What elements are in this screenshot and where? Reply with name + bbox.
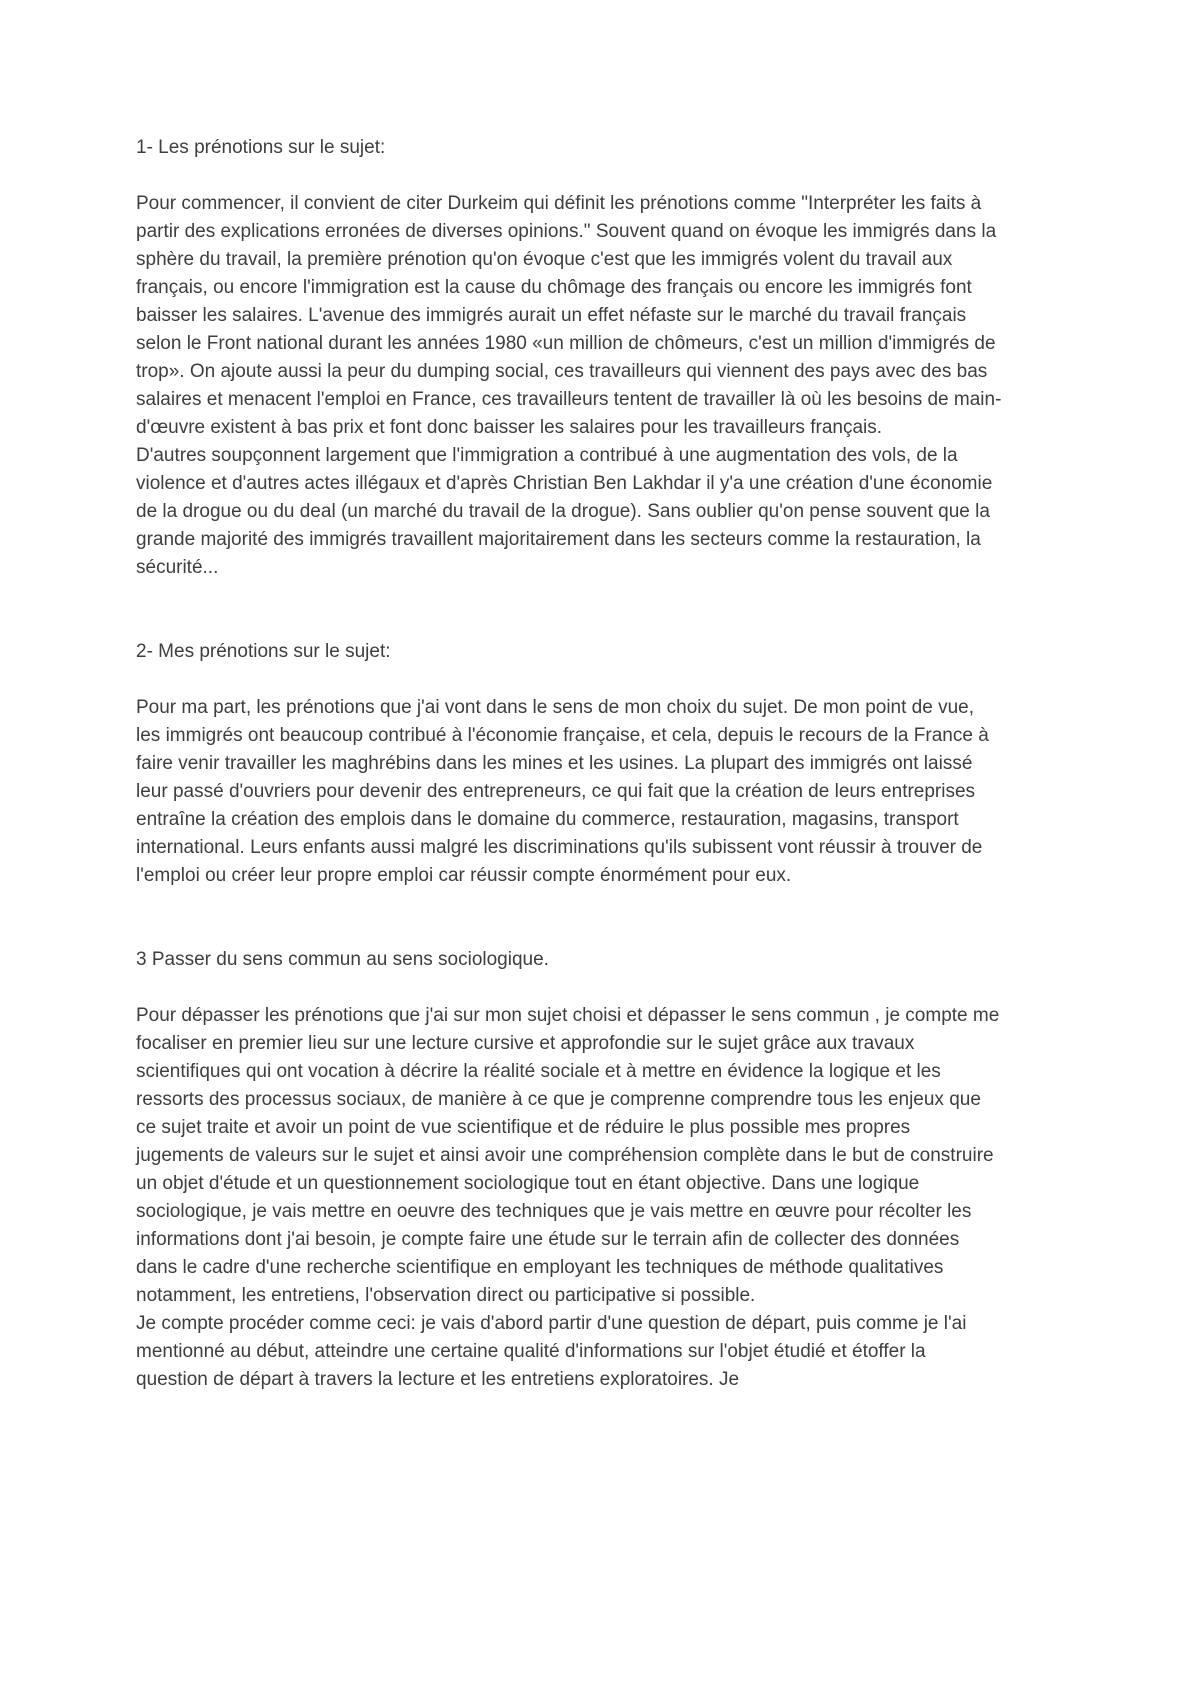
paragraph: Je compte procéder comme ceci: je vais d'abord partir d'une question de départ, puis comme je l'ai mentionné au début, atteindre une certaine qualité d'informations sur l'objet étudié et étoffer la question de départ à travers la lecture et les entretiens exploratoires. Je bbox=[136, 1313, 967, 1390]
section-2-mes-prenotions bbox=[136, 638, 1002, 890]
section-3-heading: 3 Passer du sens commun au sens sociologique. bbox=[136, 949, 549, 970]
paragraph: D'autres soupçonnent largement que l'immigration a contribué à une augmentation des vols, de la violence et d'autres actes illégaux et d'après Christian Ben Lakhdar il y'a une création d'une économie de la drogue ou du deal (un marché du travail de la drogue). Sans oublier qu'on pense souvent que la grande majorité des immigrés travaillent majoritairement dans les secteurs comme la restauration, la sécurité... bbox=[136, 445, 993, 578]
paragraph: Pour ma part, les prénotions que j'ai vont dans le sens de mon choix du sujet. De mon point de vue, les immigrés ont beaucoup contribué à l'économie française, et cela, depuis le recours de la France à faire venir travailler les maghrébins dans les mines et les usines. La plupart des immigrés ont laissé leur passé d'ouvriers pour devenir des entrepreneurs, ce qui fait que la création de leurs entreprises entraîne la création des emplois dans le domaine du commerce, restauration, magasins, transport international. Leurs enfants aussi malgré les discriminations qu'ils subissent vont réussir à trouver de l'emploi ou créer leur propre emploi car réussir compte énormément pour eux. bbox=[136, 697, 989, 886]
section-1-prenotions-sujet bbox=[136, 134, 1002, 582]
section-3-sens-sociologique bbox=[136, 946, 1002, 1394]
section-2-heading: 2- Mes prénotions sur le sujet: bbox=[136, 641, 391, 662]
paragraph: Pour dépasser les prénotions que j'ai sur mon sujet choisi et dépasser le sens commun , je compte me focaliser en premier lieu sur une lecture cursive et approfondie sur le sujet grâce aux travaux scientifiques qui ont vocation à décrire la réalité sociale et à mettre en évidence la logique et les ressorts des processus sociaux, de manière à ce que je comprenne comprendre tous les enjeux que ce sujet traite et avoir un point de vue scientifique et de réduire le plus possible mes propres jugements de valeurs sur le sujet et ainsi avoir une compréhension complète dans le but de construire un objet d'étude et un questionnement sociologique tout en étant objective. Dans une logique sociologique, je vais mettre en oeuvre des techniques que je vais mettre en œuvre pour récolter les informations dont j'ai besoin, je compte faire une étude sur le terrain afin de collecter des données dans le cadre d'une recherche scientifique en employant les techniques de méthode qualitatives notamment, les entretiens, l'observation direct ou participative si possible. bbox=[136, 1005, 1000, 1306]
section-1-heading: 1- Les prénotions sur le sujet: bbox=[136, 137, 386, 158]
paragraph: Pour commencer, il convient de citer Durkeim qui définit les prénotions comme "Interpréter les faits à partir des explications erronées de diverses opinions." Souvent quand on évoque les immigrés dans la sphère du travail, la première prénotion qu'on évoque c'est que les immigrés volent du travail aux français, ou encore l'immigration est la cause du chômage des français ou encore les immigrés font baisser les salaires. L'avenue des immigrés aurait un effet néfaste sur le marché du travail français selon le Front national durant les années 1980 «un million de chômeurs, c'est un million d'immigrés de trop». On ajoute aussi la peur du dumping social, ces travailleurs qui viennent des pays avec des bas salaires et menacent l'emploi en France, ces travailleurs tentent de travailler là où les besoins de main-d'œuvre existent à bas prix et font donc baisser les salaires pour les travailleurs français. bbox=[136, 193, 1002, 438]
